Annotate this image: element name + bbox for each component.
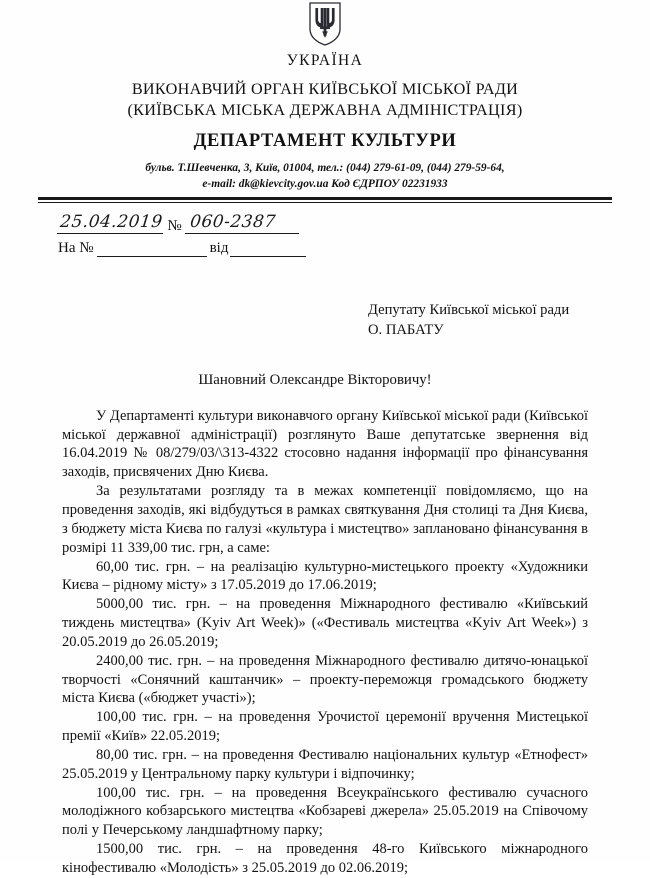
incoming-reference-line xyxy=(58,236,358,257)
body-paragraph-2: За результатами розгляду та в межах компетенції повідомляємо, що на проведення заходів, які відбудуться в рамках святкування Дня столиці та Дня Києва, з бюджету міста Києва по галузі «культура і мистецтво» заплановано фінансування в розмірі 11 339,00 тис. грн, а саме: xyxy=(62,483,588,556)
funding-item: 80,00 тис. грн. – на проведення Фестивалю національних культур «Етнофест» 25.05.2019 у Центральному парку культури і відпочинку; xyxy=(62,746,588,782)
letter-body xyxy=(62,407,588,878)
contact-address-phone: бульв. Т.Шевченка, 3, Київ, 01004, тел.: (044) 279-61-09, (044) 279-59-64, xyxy=(145,162,505,175)
number-symbol: № xyxy=(167,217,182,234)
addressee-name: О. ПАБАТУ xyxy=(368,321,444,338)
funding-item: 100,00 тис. грн. – на проведення Урочистої церемонії вручення Мистецької премії «Київ» 22.05.2019; xyxy=(62,709,588,745)
funding-item: 60,00 тис. грн. – на реалізацію культурно-мистецького проекту «Художники Києва – рідному місту» з 17.05.2019 до 17.06.2019; xyxy=(62,558,588,594)
funding-item: 1500,00 тис. грн. – на проведення 48-го Київського міжнародного кінофестивалю «Молодість» з 25.05.2019 до 02.06.2019; xyxy=(62,841,588,876)
addressee-block xyxy=(368,301,650,340)
reference-block xyxy=(58,210,358,257)
outgoing-reference-line xyxy=(58,210,358,234)
outgoing-number-handwritten: 060-2387 xyxy=(185,214,301,234)
country-title: УКРАЇНА xyxy=(286,52,364,69)
body-paragraph-1: У Департаменті культури виконавчого органу Київської міської ради (Київської міської державної адміністрації) розглянуто Ваше депутатське звернення від 16.04.2019 № 08/279/03/\313-4322 стосовно надання інформації про фінансування заходів, присвячених Дню Києва. xyxy=(62,407,588,481)
incoming-date-blank xyxy=(230,241,306,257)
organization-line-1: ВИКОНАВЧИЙ ОРГАН КИЇВСЬКОЇ МІСЬКОЇ РАДИ xyxy=(131,80,519,98)
header-divider xyxy=(38,197,612,203)
incoming-date-label: від xyxy=(209,240,229,257)
funding-item: 100,00 тис. грн. – на проведення Всеукраїнського фестивалю сучасного молодіжного кобзарського мистецтва «Кобзареві джерела» 25.05.2019 на Співочому полі у Печерському ландшафтному парку; xyxy=(62,784,588,839)
funding-item: 5000,00 тис. грн. – на проведення Міжнародного фестивалю «Київський тиждень мистецтва» (Kyiv Art Week)» («Фестиваль мистецтва «Kyiv Art Week») з 20.05.2019 до 26.05.2019; xyxy=(62,596,588,650)
emblem-container xyxy=(0,0,650,48)
organization-line-2: (КИЇВСЬКА МІСЬКА ДЕРЖАВНА АДМІНІСТРАЦІЯ) xyxy=(127,100,523,119)
department-title: ДЕПАРТАМЕНТ КУЛЬТУРИ xyxy=(193,131,457,152)
addressee-position: Депутату Київської міської ради xyxy=(368,302,570,319)
incoming-number-label: На № xyxy=(58,240,94,257)
funding-item: 2400,00 тис. грн. – на проведення Міжнародного фестивалю дитячо-юнацької творчості «Сонячний каштанчик» – проекту-переможця громадського бюджету міста Києва («бюджет участі»); xyxy=(62,652,588,707)
outgoing-date-handwritten: 25.04.2019 xyxy=(57,214,165,234)
salutation: Шановний Олександре Вікторовичу! xyxy=(198,371,432,388)
contact-email-edrpou: e-mail: dk@kievcity.gov.ua Код ЄДРПОУ 02231933 xyxy=(202,177,448,190)
incoming-number-blank xyxy=(97,241,207,257)
contact-details xyxy=(0,161,650,192)
ukraine-coat-of-arms-tryzub-icon xyxy=(307,2,343,51)
organization-title xyxy=(0,79,650,120)
